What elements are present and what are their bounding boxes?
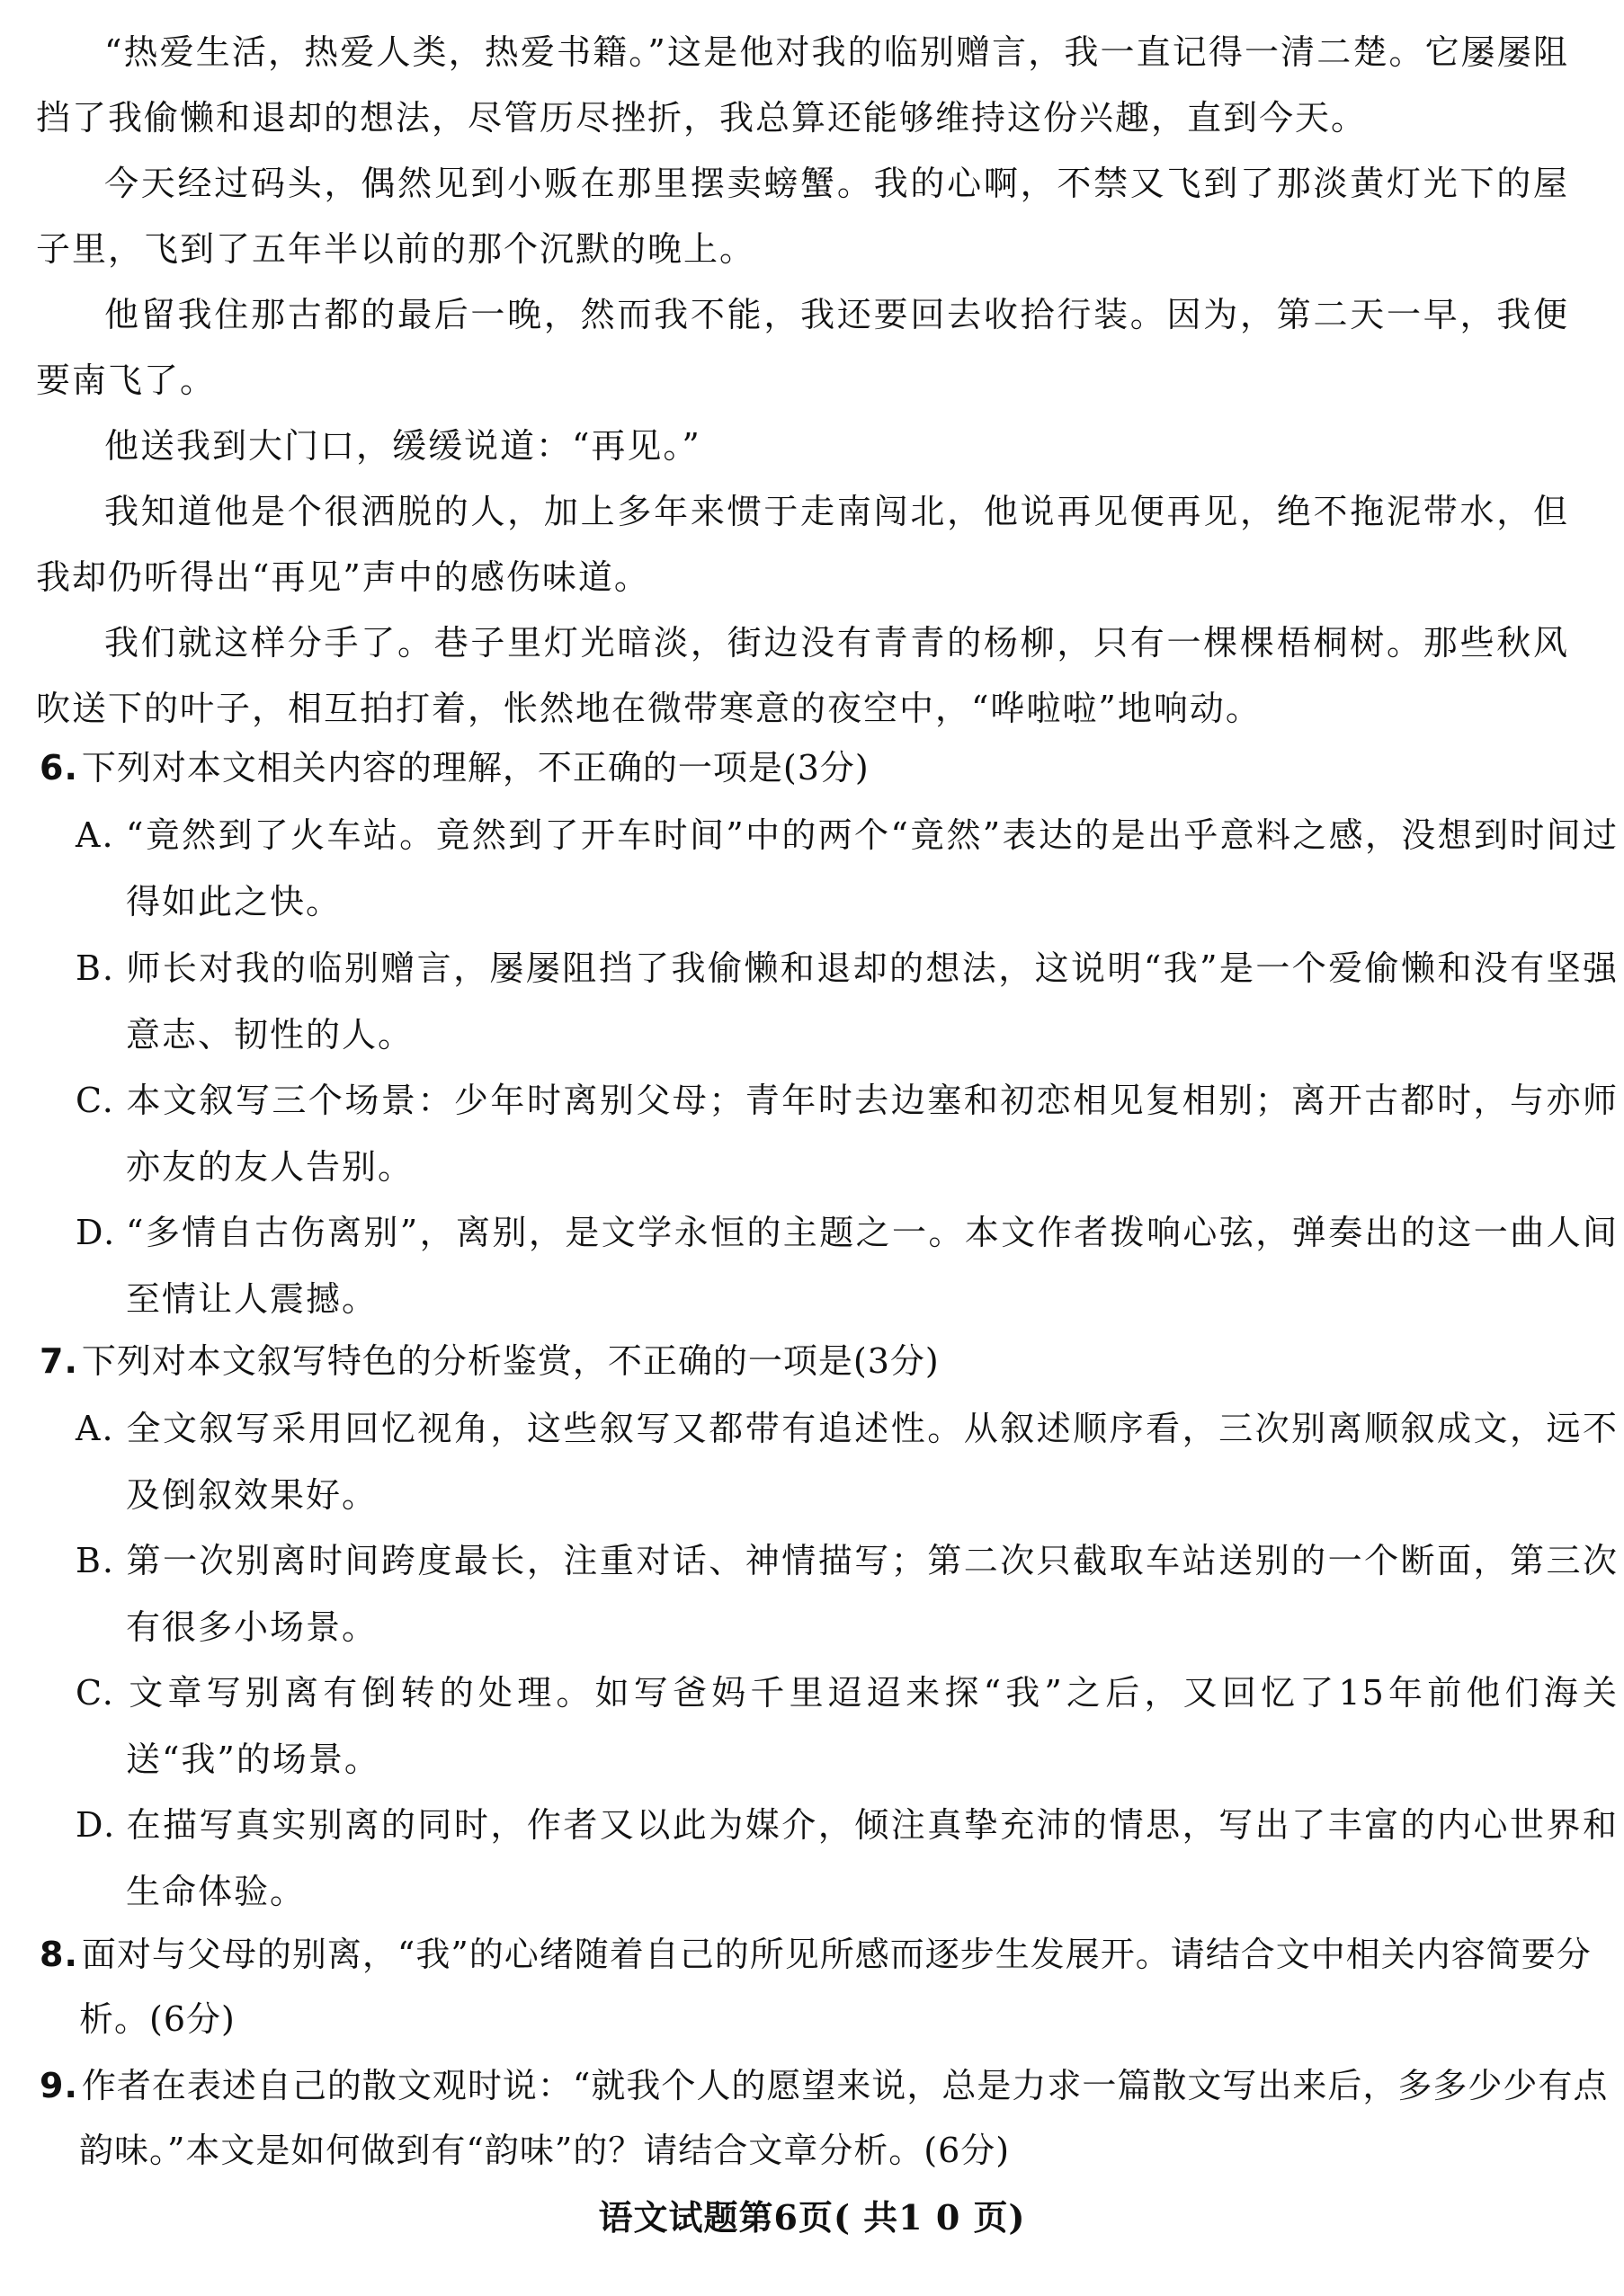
question-8-stem [40,1922,1612,2051]
option-text: 全文叙写采用回忆视角，这些叙写又都带有追述性。从叙述顺序看，三次别离顺叙成文，远不及倒叙效果好。 [126,1409,1619,1515]
passage-paragraph: 我知道他是个很洒脱的人，加上多年来惯于走南闯北，他说再见便再见，绝不拖泥带水，但我却仍听得出“再见”声中的感伤味道。 [36,492,1569,597]
question-number: 7. [40,1341,78,1381]
question-7-option-c [76,1660,1619,1793]
passage-paragraph: 他送我到大门口，缓缓说道：“再见。” [104,426,701,466]
question-number: 6. [40,748,78,788]
option-text: 文章写别离有倒转的处理。如写爸妈千里迢迢来探“我”之后，又回忆了15年前他们海关送“我”的场景。 [126,1673,1619,1779]
option-letter: D. [76,1213,117,1252]
option-text: 本文叙写三个场景：少年时离别父母；青年时去边塞和初恋相见复相别；离开古都时，与亦师亦友的友人告别。 [126,1081,1619,1187]
passage-paragraph: 他留我住那古都的最后一晚，然而我不能，我还要回去收拾行装。因为，第二天一早，我便要南飞了。 [36,295,1569,400]
option-text: “竟然到了火车站。竟然到了开车时间”中的两个“竟然”表达的是出乎意料之感，没想到时间过得如此之快。 [126,815,1619,921]
question-7-option-b [76,1527,1619,1660]
question-text: 面对与父母的别离，“我”的心绪随着自己的所见所感而逐步生发展开。请结合文中相关内容简要分析。(6分) [79,1935,1592,2039]
passage-paragraph: 我们就这样分手了。巷子里灯光暗淡，街边没有青青的杨柳，只有一棵棵梧桐树。那些秋风吹送下的叶子，相互拍打着，怅然地在微带寒意的夜空中，“哗啦啦”地响动。 [36,623,1569,728]
option-letter: A. [76,1409,115,1448]
option-letter: B. [76,948,116,988]
option-letter: A. [76,815,115,855]
question-number: 8. [40,1935,78,1974]
question-6-option-d [76,1199,1619,1332]
question-6-option-b [76,935,1619,1068]
question-6-option-c [76,1067,1619,1200]
question-text: 下列对本文相关内容的理解，不正确的一项是(3分) [81,748,870,788]
option-text: “多情自古伤离别”，离别，是文学永恒的主题之一。本文作者拨响心弦，弹奏出的这一曲人间至情让人震撼。 [126,1213,1619,1319]
option-letter: C. [76,1673,115,1713]
option-text: 师长对我的临别赠言，屡屡阻挡了我偷懒和退却的想法，这说明“我”是一个爱偷懒和没有坚强意志、韧性的人。 [126,948,1619,1055]
option-letter: B. [76,1541,116,1580]
option-letter: D. [76,1805,117,1845]
page-footer: 语文试题第6页( 共1 0 页) [598,2197,1026,2238]
option-letter: C. [76,1081,115,1120]
question-7-stem [40,1329,1573,1393]
option-text: 在描写真实别离的同时，作者又以此为媒介，倾注真挚充沛的情思，写出了丰富的内心世界和生命体验。 [126,1805,1619,1911]
question-9-stem [40,2053,1612,2183]
question-6-option-a [76,802,1619,935]
passage-paragraph: “热爱生活，热爱人类，热爱书籍。”这是他对我的临别赠言，我一直记得一清二楚。它屡屡阻挡了我偷懒和退却的想法，尽管历尽挫折，我总算还能够维持这份兴趣，直到今天。 [36,32,1569,138]
question-number: 9. [40,2066,78,2105]
question-7-option-a [76,1395,1619,1528]
question-text: 下列对本文叙写特色的分析鉴赏，不正确的一项是(3分) [81,1341,940,1381]
question-6-stem [40,735,1573,800]
option-text: 第一次别离时间跨度最长，注重对话、神情描写；第二次只截取车站送别的一个断面，第三次有很多小场景。 [126,1541,1619,1647]
passage-paragraph: 今天经过码头，偶然见到小贩在那里摆卖螃蟹。我的心啊，不禁又飞到了那淡黄灯光下的屋子里，飞到了五年半以前的那个沉默的晚上。 [36,164,1569,269]
question-text: 作者在表述自己的散文观时说：“就我个人的愿望来说，总是力求一篇散文写出来后，多多少少有点韵味。”本文是如何做到有“韵味”的？请结合文章分析。(6分) [79,2066,1609,2170]
question-7-option-d [76,1792,1619,1925]
